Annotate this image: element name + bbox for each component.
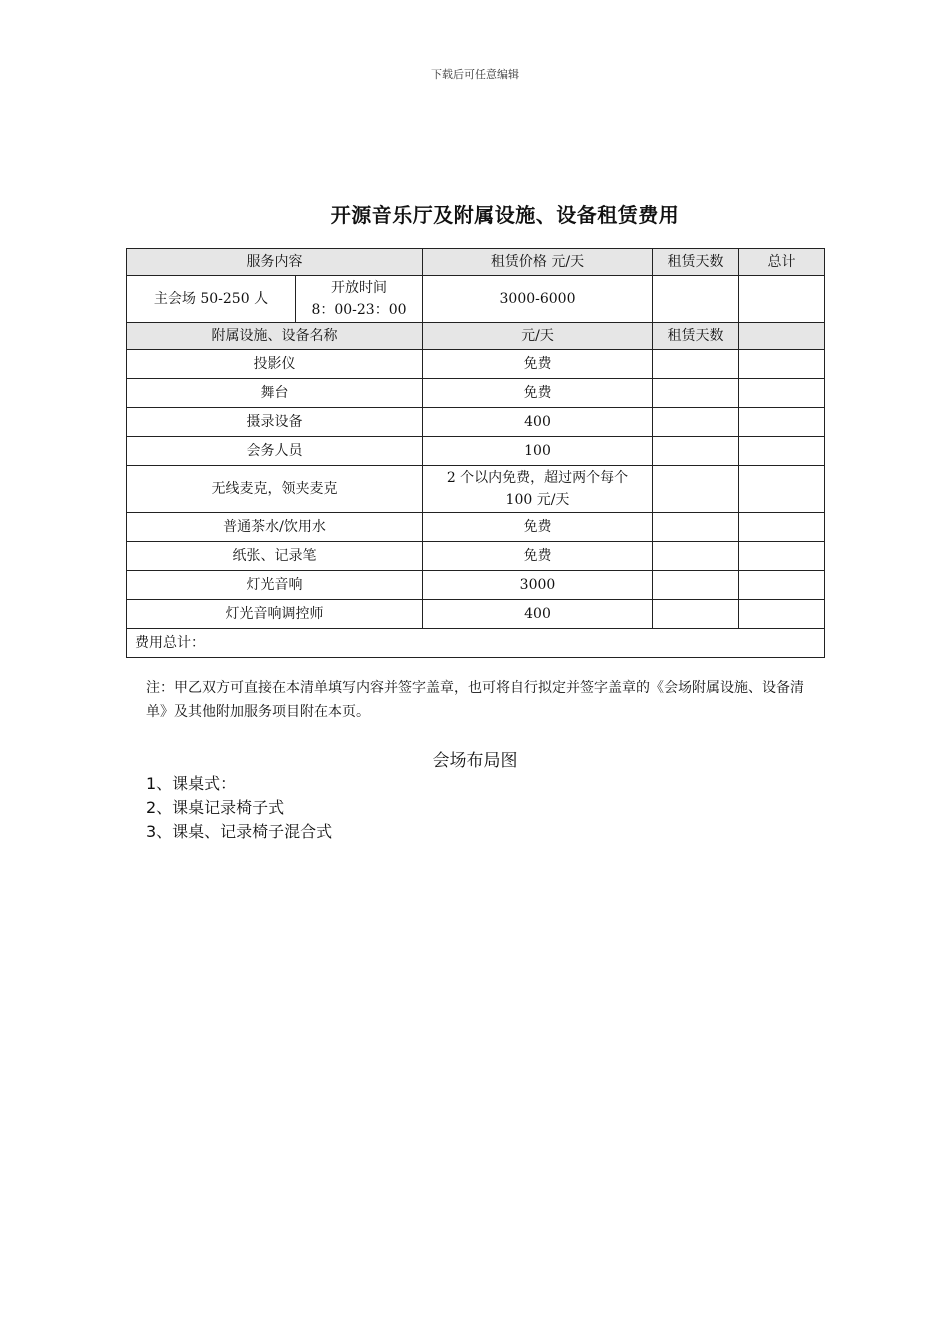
sub-header-days: 租赁天数 (653, 323, 739, 350)
sub-header-row (127, 323, 825, 350)
main-venue-days-cell (653, 276, 739, 323)
total-label: 费用总计： (127, 629, 825, 658)
item-days-cell (653, 600, 739, 629)
item-days-cell (653, 466, 739, 513)
item-total-cell (739, 466, 825, 513)
item-days-cell (653, 437, 739, 466)
item-price: 免费 (423, 542, 653, 571)
hours-value: 8：00-23：00 (311, 302, 407, 318)
item-price: 2 个以内免费，超过两个每个 100 元/天 (423, 466, 653, 513)
table-row (127, 466, 825, 513)
table-row (127, 350, 825, 379)
item-days-cell (653, 379, 739, 408)
table-row (127, 379, 825, 408)
item-price: 400 (423, 408, 653, 437)
layout-list (146, 772, 332, 844)
main-venue-row (127, 276, 825, 323)
item-total-cell (739, 437, 825, 466)
layout-item: 1、课桌式： (146, 774, 237, 793)
item-total-cell (739, 571, 825, 600)
table-header-row (127, 249, 825, 276)
item-name: 纸张、记录笔 (127, 542, 423, 571)
layout-item: 2、课桌记录椅子式 (146, 798, 285, 817)
header-days: 租赁天数 (653, 249, 739, 276)
main-venue-total-cell (739, 276, 825, 323)
item-price: 400 (423, 600, 653, 629)
item-total-cell (739, 542, 825, 571)
header-price: 租赁价格 元/天 (423, 249, 653, 276)
item-total-cell (739, 600, 825, 629)
total-row (127, 629, 825, 658)
document-title: 开源音乐厅及附属设施、设备租赁费用 (330, 203, 680, 227)
header-service: 服务内容 (127, 249, 423, 276)
table-row (127, 571, 825, 600)
table-row (127, 513, 825, 542)
item-price: 免费 (423, 350, 653, 379)
table-row (127, 542, 825, 571)
sub-header-price: 元/天 (423, 323, 653, 350)
item-name: 投影仪 (127, 350, 423, 379)
item-total-cell (739, 350, 825, 379)
header-note: 下载后可任意编辑 (431, 68, 519, 81)
item-total-cell (739, 379, 825, 408)
item-name: 灯光音响 (127, 571, 423, 600)
main-venue-price: 3000-6000 (423, 276, 653, 323)
note-text: 注：甲乙双方可直接在本清单填写内容并签字盖章，也可将自行拟定并签字盖章的《会场附属设施、设备清单》及其他附加服务项目附在本页。 (146, 680, 804, 720)
layout-title: 会场布局图 (432, 751, 518, 771)
header-total: 总计 (739, 249, 825, 276)
item-days-cell (653, 542, 739, 571)
item-name: 会务人员 (127, 437, 423, 466)
item-price: 3000 (423, 571, 653, 600)
item-name: 无线麦克，领夹麦克 (127, 466, 423, 513)
main-venue-name: 主会场 50-250 人 (127, 276, 296, 323)
item-price: 免费 (423, 379, 653, 408)
item-days-cell (653, 350, 739, 379)
table-row (127, 600, 825, 629)
rental-fee-table (126, 248, 825, 658)
item-total-cell (739, 513, 825, 542)
item-days-cell (653, 408, 739, 437)
item-days-cell (653, 571, 739, 600)
item-name: 普通茶水/饮用水 (127, 513, 423, 542)
item-name: 舞台 (127, 379, 423, 408)
item-days-cell (653, 513, 739, 542)
item-price: 免费 (423, 513, 653, 542)
table-row (127, 437, 825, 466)
item-name: 摄录设备 (127, 408, 423, 437)
hours-label: 开放时间 (331, 280, 387, 296)
sub-header-blank (739, 323, 825, 350)
table-row (127, 408, 825, 437)
main-venue-hours (296, 276, 423, 323)
layout-item: 3、课桌、记录椅子混合式 (146, 822, 333, 841)
item-total-cell (739, 408, 825, 437)
item-name: 灯光音响调控师 (127, 600, 423, 629)
item-price: 100 (423, 437, 653, 466)
sub-header-name: 附属设施、设备名称 (127, 323, 423, 350)
